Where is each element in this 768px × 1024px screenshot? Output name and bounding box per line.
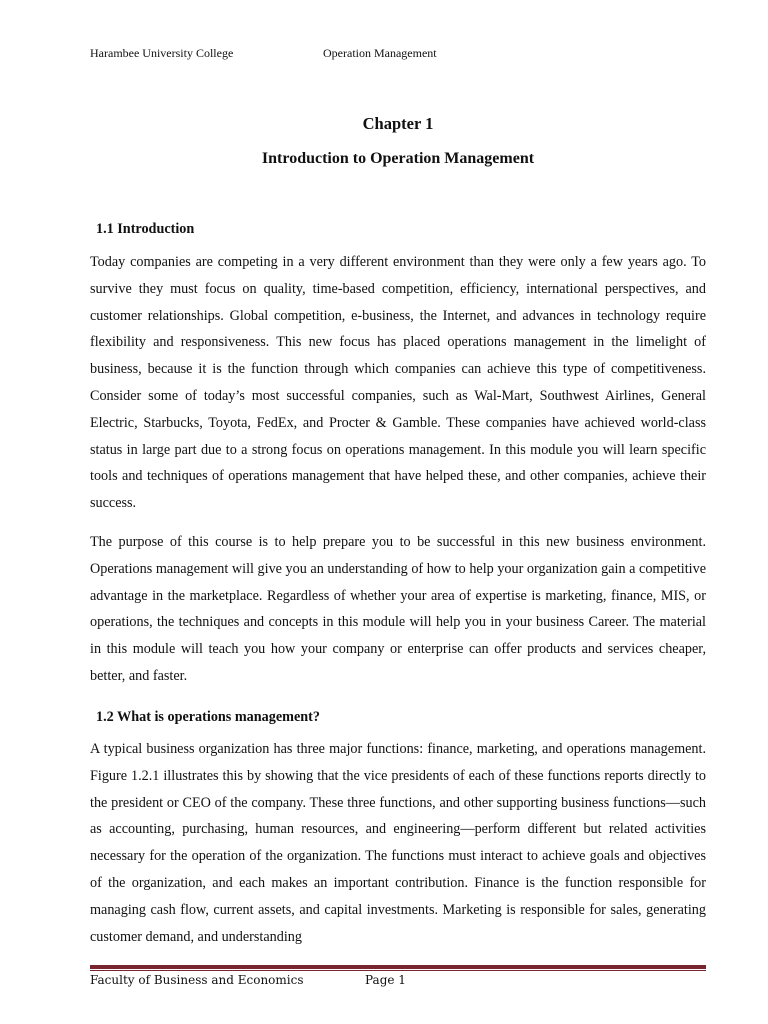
footer-rule-thin xyxy=(90,970,706,971)
paragraph-text: Today companies are competing in a very different environment than they were only a few years ago. To survive they must focus on quality, time-based competition, efficiency, international perspectives, and customer relationships. Global competition, e-business, the Internet, and advances in technology require flexibility and responsiveness. This new focus has placed operations management in the limelight of business, because it is the function through which companies can achieve this type of competitiveness. Consider some of today’s most successful companies, such as Wal-Mart, Southwest Airlines, General Electric, Starbucks, Toyota, FedEx, and Procter & Gamble. These companies have achieved world-class status in large part due to a strong focus on operations management. In this module you will learn specific tools and techniques of operations management that have helped these, and other companies, achieve their success. xyxy=(90,254,706,512)
footer-faculty: Faculty of Business and Economics xyxy=(90,973,304,987)
footer-rule xyxy=(90,965,706,969)
section-heading-what-is-om xyxy=(90,708,706,726)
paragraph-text: The purpose of this course is to help prepare you to be successful in this new business environment. Operations management will give you an understanding of how to help your organization gain a competitive advantage in the marketplace. Regardless of whether your area of expertise is marketing, finance, MIS, or operations, the techniques and concepts in this module will help you in your business Career. The material in this module will teach you how your company or enterprise can offer products and services cheaper, better, and faster. xyxy=(90,534,706,684)
paragraph-text: A typical business organization has three major functions: finance, marketing, and operations management. Figure 1.2.1 illustrates this by showing that the vice presidents of each of these functions reports directly to the president or CEO of the company. These three functions, and other supporting business functions—such as accounting, purchasing, human resources, and engineering—perform different but related activities necessary for the operation of the organization. The functions must interact to achieve goals and objectives of the organization, and each makes an important contribution. Finance is the function responsible for managing cash flow, current assets, and capital investments. Marketing is responsible for sales, generating customer demand, and understanding xyxy=(90,741,706,945)
chapter-label: Chapter 1 xyxy=(362,114,434,133)
paragraph xyxy=(90,736,706,950)
footer-page-number: Page 1 xyxy=(365,973,406,987)
section-heading: 1.2 What is operations management? xyxy=(96,709,320,725)
section-heading-introduction xyxy=(90,220,706,238)
paragraph xyxy=(90,529,706,690)
chapter-title: Introduction to Operation Management xyxy=(261,150,535,167)
header-institution: Harambee University College xyxy=(90,46,234,60)
section-heading: 1.1 Introduction xyxy=(96,221,195,237)
paragraph xyxy=(90,249,706,517)
header-course: Operation Management xyxy=(323,46,437,60)
